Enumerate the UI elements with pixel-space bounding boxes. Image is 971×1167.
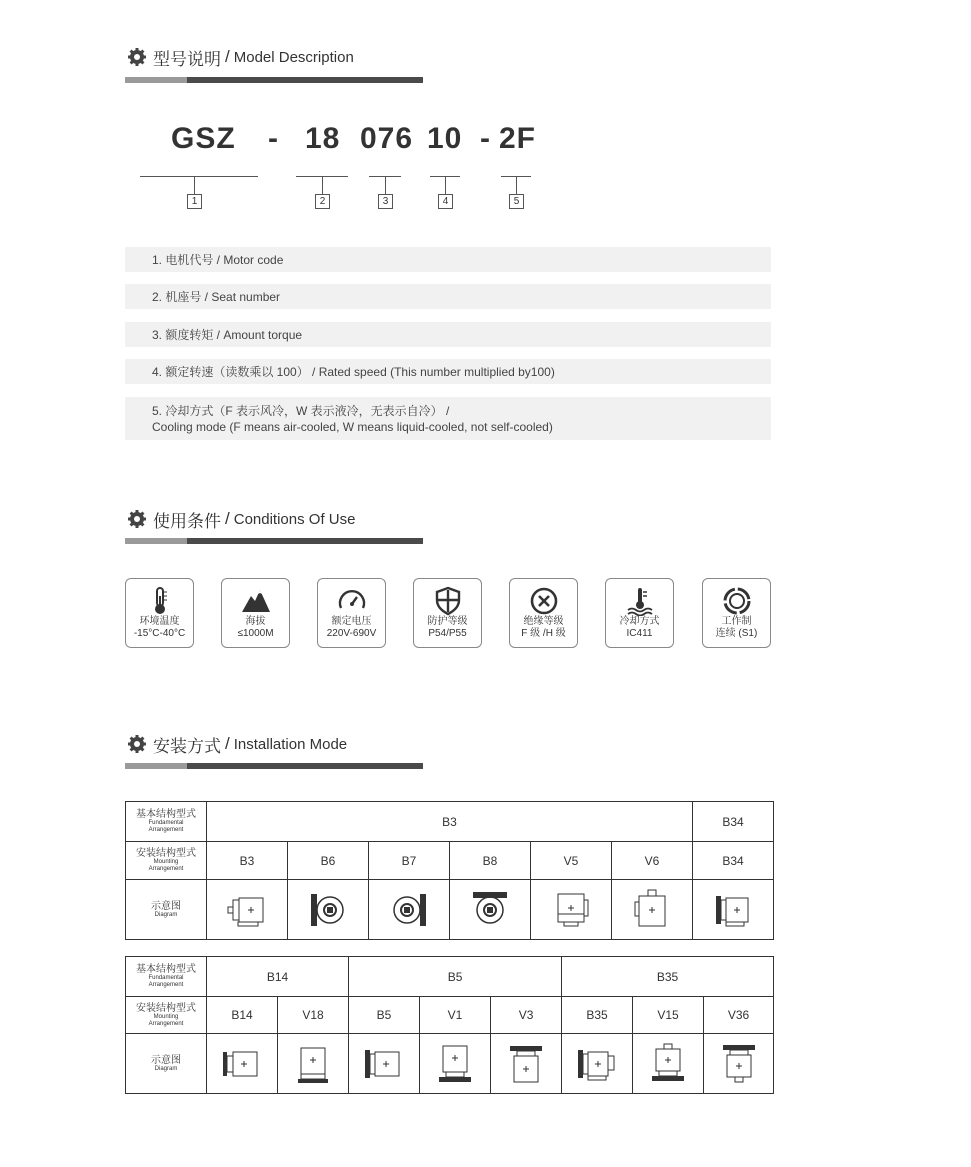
diagram-cell [420, 1034, 491, 1094]
description-text: 3. 额度转矩 / Amount torque [152, 328, 303, 342]
description-text: 5. 冷却方式（F 表示风冷，W 表示液冷，无表示自冷） / [152, 403, 450, 418]
diagram-cell [612, 880, 693, 940]
code-connector [445, 176, 446, 194]
condition-label: 海拔 [245, 616, 266, 627]
section-underline [125, 77, 423, 83]
diagram-cell [693, 880, 774, 940]
fundamental-arrangement-header: 基本结构型式 Fundamental Arrangement [126, 957, 207, 997]
conditions-title [127, 507, 355, 531]
motor-b14-diagram-icon [221, 1042, 263, 1086]
motor-b6-diagram-icon [307, 888, 349, 932]
section-title-en: Installation Mode [233, 735, 348, 753]
code-underline [140, 176, 258, 177]
mount-cell: V3 [491, 997, 562, 1034]
group-cell: B3 [207, 802, 693, 842]
diagram-cell [450, 880, 531, 940]
section-title-zh: 使用条件 [153, 511, 221, 531]
description-row [125, 247, 771, 272]
mount-cell: B14 [207, 997, 278, 1034]
mount-cell: B8 [450, 842, 531, 880]
mount-cell: V36 [704, 997, 774, 1034]
diagram-cell [704, 1034, 774, 1094]
condition-label: 防护等级 [427, 616, 468, 627]
condition-value: P54/P55 [428, 628, 467, 639]
duty-ring-icon [722, 586, 752, 616]
diagram-cell [633, 1034, 704, 1094]
code-seat: 18 [305, 122, 341, 155]
section-title-zh: 安装方式 [153, 736, 221, 756]
mount-cell: B7 [369, 842, 450, 880]
diagram-cell [349, 1034, 420, 1094]
description-text: 1. 电机代号 / Motor code [152, 253, 284, 267]
motor-v15-diagram-icon [647, 1042, 689, 1086]
fundamental-arrangement-header: 基本结构型式 Fundamental Arrangement [126, 802, 207, 842]
shield-icon [433, 586, 463, 616]
code-connector [385, 176, 386, 194]
section-underline [125, 763, 423, 769]
section-title-separator: / [225, 509, 230, 528]
insulation-x-icon [529, 586, 559, 616]
condition-label: 冷却方式 [619, 616, 660, 627]
condition-label: 额定电压 [331, 616, 372, 627]
motor-v5-diagram-icon [550, 888, 592, 932]
mount-cell: V1 [420, 997, 491, 1034]
installation-table-1 [125, 801, 774, 940]
motor-b7-diagram-icon [388, 888, 430, 932]
condition-value: 连续 (S1) [715, 628, 758, 639]
mounting-arrangement-header: 安装结构型式 Mounting Arrangement [126, 997, 207, 1034]
mount-cell: B6 [288, 842, 369, 880]
condition-value: ≤1000M [237, 628, 274, 639]
model-description-title [127, 45, 354, 69]
code-dash: - [268, 122, 279, 155]
condition-value: 220V-690V [326, 628, 377, 639]
diagram-cell [207, 880, 288, 940]
description-text: 2. 机座号 / Seat number [152, 290, 281, 304]
condition-label: 工作制 [721, 616, 752, 627]
diagram-cell [491, 1034, 562, 1094]
section-title-zh: 型号说明 [153, 49, 221, 69]
mount-cell: V15 [633, 997, 704, 1034]
gear-icon [127, 509, 147, 529]
motor-v6-diagram-icon [631, 888, 673, 932]
marker-2: 2 [315, 194, 330, 209]
diagram-cell [207, 1034, 278, 1094]
mount-cell: V5 [531, 842, 612, 880]
code-dash: - [480, 122, 491, 155]
code-connector [516, 176, 517, 194]
marker-3: 3 [378, 194, 393, 209]
code-cooling: 2F [499, 122, 537, 155]
installation-title [127, 732, 347, 756]
diagram-cell [562, 1034, 633, 1094]
motor-b5-diagram-icon [363, 1042, 405, 1086]
section-title-separator: / [225, 734, 230, 753]
mounting-arrangement-header: 安装结构型式 Mounting Arrangement [126, 842, 207, 880]
diagram-header: 示意图 Diagram [126, 880, 207, 940]
condition-voltage [317, 578, 386, 648]
section-title-en: Conditions Of Use [233, 510, 356, 528]
thermometer-icon [145, 586, 175, 616]
mount-cell: B3 [207, 842, 288, 880]
motor-v18-diagram-icon [292, 1042, 334, 1086]
description-row [125, 397, 771, 440]
group-cell: B35 [562, 957, 774, 997]
gear-icon [127, 47, 147, 67]
group-cell: B34 [693, 802, 774, 842]
section-title-separator: / [225, 47, 230, 66]
diagram-cell [288, 880, 369, 940]
condition-duty [702, 578, 771, 648]
code-motor: GSZ [171, 122, 236, 155]
condition-value: F 级 /H 级 [521, 628, 566, 639]
section-title-en: Model Description [233, 48, 354, 66]
condition-altitude [221, 578, 290, 648]
gauge-icon [337, 586, 367, 616]
group-cell: B14 [207, 957, 349, 997]
condition-label: 绝缘等级 [523, 616, 564, 627]
code-connector [322, 176, 323, 194]
condition-label: 环境温度 [139, 616, 180, 627]
gear-icon [127, 734, 147, 754]
group-cell: B5 [349, 957, 562, 997]
code-connector [194, 176, 195, 194]
motor-v3-diagram-icon [505, 1042, 547, 1086]
condition-value: IC411 [626, 628, 653, 639]
condition-insulation [509, 578, 578, 648]
motor-v1-diagram-icon [434, 1042, 476, 1086]
condition-protection [413, 578, 482, 648]
motor-v36-diagram-icon [718, 1042, 760, 1086]
diagram-cell [278, 1034, 349, 1094]
cooling-icon [625, 586, 655, 616]
motor-b34-diagram-icon [712, 888, 754, 932]
description-text: Cooling mode (F means air-cooled, W means liquid-cooled, not self-cooled) [152, 419, 553, 434]
condition-value: -15°C-40°C [133, 628, 186, 639]
description-row [125, 359, 771, 384]
diagram-cell [369, 880, 450, 940]
mount-cell: B35 [562, 997, 633, 1034]
section-underline [125, 538, 423, 544]
motor-b3-diagram-icon [226, 888, 268, 932]
diagram-cell [531, 880, 612, 940]
mount-cell: B34 [693, 842, 774, 880]
mount-cell: B5 [349, 997, 420, 1034]
condition-temperature [125, 578, 194, 648]
description-row [125, 284, 771, 309]
mountain-icon [241, 586, 271, 616]
motor-b35-diagram-icon [576, 1042, 618, 1086]
condition-cooling [605, 578, 674, 648]
description-row [125, 322, 771, 347]
diagram-header: 示意图 Diagram [126, 1034, 207, 1094]
code-speed: 10 [427, 122, 463, 155]
marker-4: 4 [438, 194, 453, 209]
marker-1: 1 [187, 194, 202, 209]
mount-cell: V18 [278, 997, 349, 1034]
description-text: 4. 额定转速（读数乘以 100） / Rated speed (This number multiplied by100) [152, 365, 555, 379]
motor-b8-diagram-icon [469, 888, 511, 932]
mount-cell: V6 [612, 842, 693, 880]
marker-5: 5 [509, 194, 524, 209]
installation-table-2 [125, 956, 774, 1094]
code-torque: 076 [360, 122, 414, 155]
